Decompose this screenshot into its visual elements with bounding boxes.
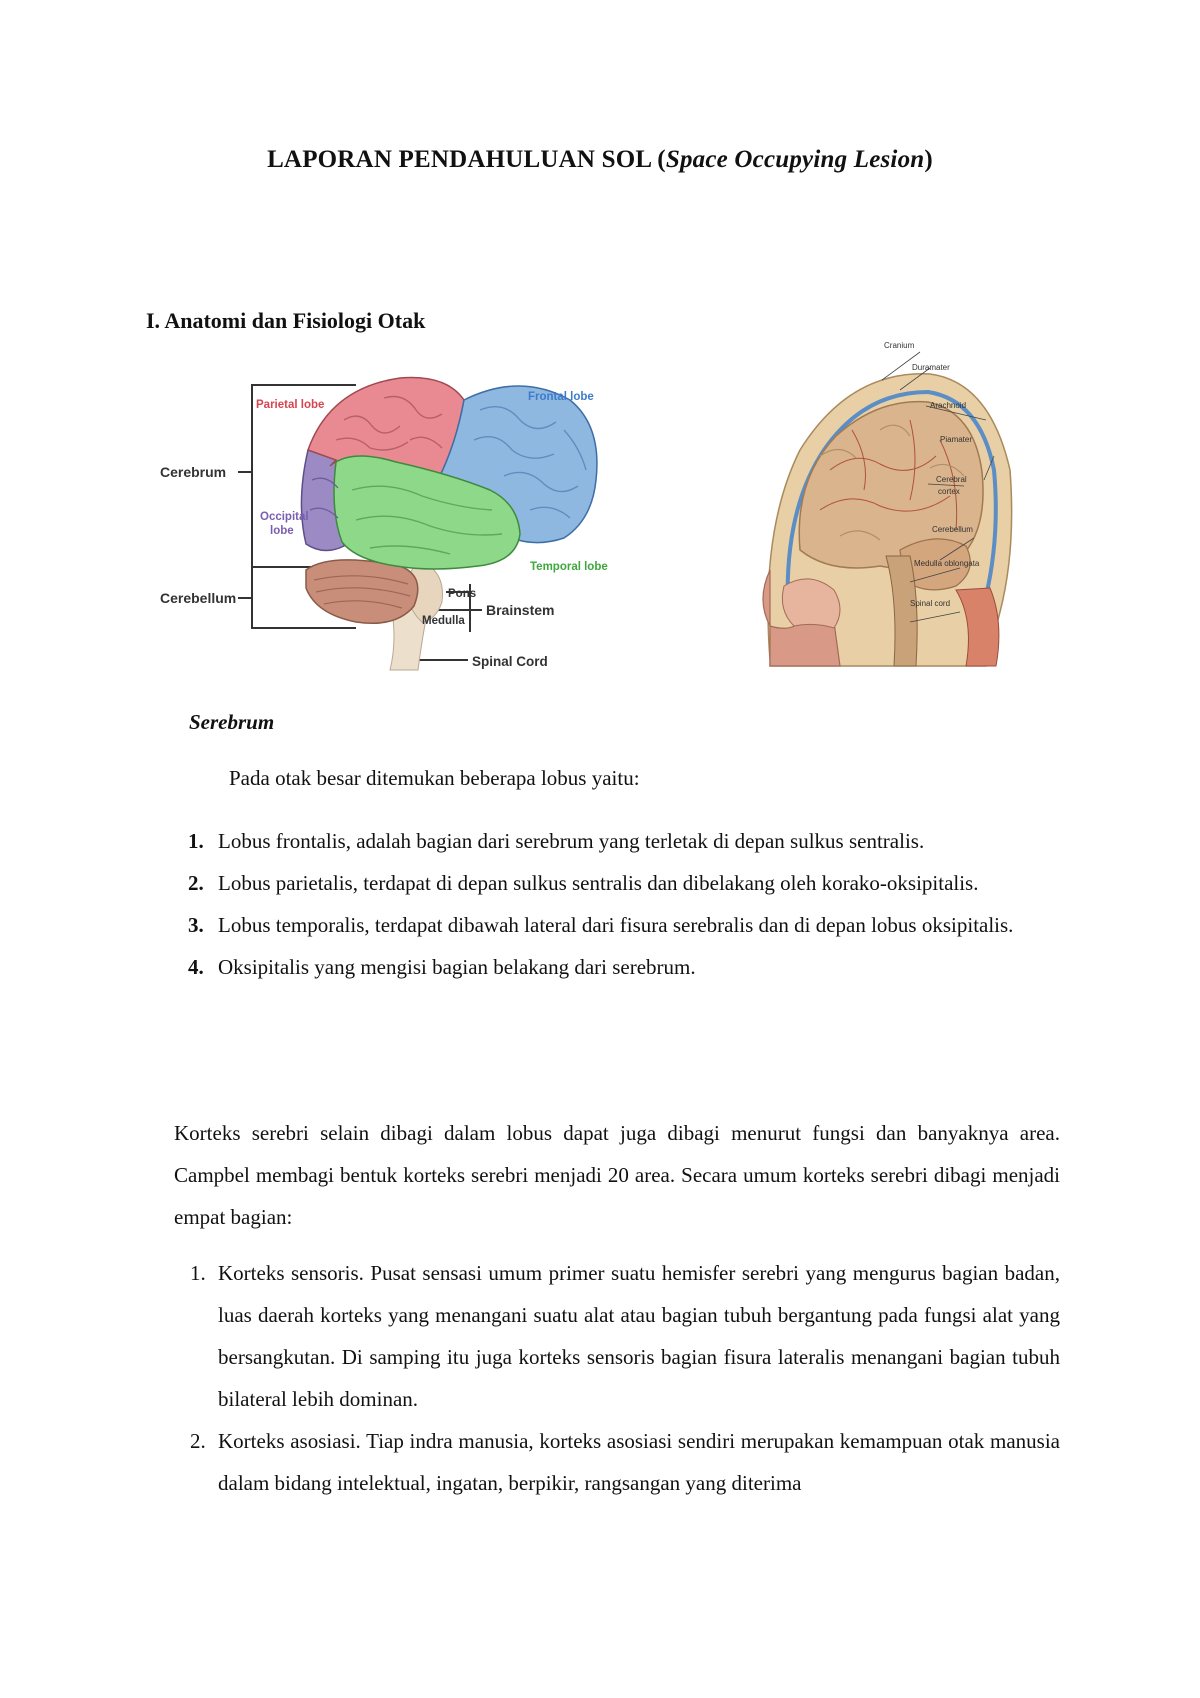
title-italic: Space Occupying Lesion: [665, 146, 925, 173]
head-sagittal-figure: [760, 341, 1080, 670]
list-text: Korteks sensoris. Pusat sensasi umum primer suatu hemisfer serebri yang mengurus bagian badan, luas daerah korteks yang menangani suatu alat atau bagian tubuh bergantung pada fungsi alat yang bersangkutan. Di samping itu juga korteks sensoris bagian fisura lateralis menangani bagian tubuh bilateral lebih dominan.: [218, 1261, 1060, 1411]
list-text: Lobus temporalis, terdapat dibawah lateral dari fisura serebralis dan di depan lobus oksipitalis.: [218, 913, 1014, 937]
label-duramater: Duramater: [912, 363, 950, 372]
brain-lobes-figure: [160, 370, 650, 670]
list-item: [174, 862, 1060, 904]
korteks-list: [174, 1252, 1060, 1504]
label-medulla-oblongata: Medulla oblongata: [914, 559, 980, 568]
list-item: [174, 1420, 1060, 1504]
section-heading: I. Anatomi dan Fisiologi Otak: [146, 308, 426, 333]
list-item: [174, 1252, 1060, 1420]
label-piamater: Piamater: [940, 435, 973, 444]
label-occipital-lobe-line2: lobe: [270, 525, 294, 537]
list-item: [174, 946, 1060, 988]
list-number: 2.: [188, 871, 204, 895]
label-pons: Pons: [448, 588, 477, 600]
intro-text: Pada otak besar ditemukan beberapa lobus yaitu:: [229, 766, 640, 790]
label-temporal-lobe: Temporal lobe: [530, 561, 608, 573]
list-text: Lobus frontalis, adalah bagian dari serebrum yang terletak di depan sulkus sentralis.: [218, 829, 925, 853]
list-number: 1.: [188, 829, 204, 853]
list-text: Korteks asosiasi. Tiap indra manusia, korteks asosiasi sendiri merupakan kemampuan otak manusia dalam bidang intelektual, ingatan, berpikir, rangsangan yang diterima: [218, 1429, 1060, 1495]
list-number: 2.: [190, 1429, 206, 1453]
lobus-list: [174, 820, 1060, 988]
label-cerebellum: Cerebellum: [160, 590, 237, 606]
sub-heading-serebrum: Serebrum: [189, 710, 275, 734]
label-frontal-lobe: Frontal lobe: [528, 391, 594, 403]
list-text: Oksipitalis yang mengisi bagian belakang dari serebrum.: [218, 955, 696, 979]
label-spinal-cord: Spinal Cord: [472, 654, 548, 669]
label-cerebellum-section: Cerebellum: [932, 525, 973, 534]
title-close: ): [924, 146, 933, 173]
label-arachnoid: Arachnoid: [930, 401, 967, 410]
label-spinal-cord-section: Spinal cord: [910, 599, 951, 608]
label-brainstem: Brainstem: [486, 602, 555, 618]
list-item: [174, 904, 1060, 946]
korteks-paragraph: Korteks serebri selain dibagi dalam lobus dapat juga dibagi menurut fungsi dan banyaknya area. Campbel membagi bentuk korteks serebri menjadi 20 area. Secara umum korteks serebri dibagi menjadi empat bagian:: [174, 1121, 1060, 1229]
document-title: [0, 146, 1200, 174]
label-medulla: Medulla: [422, 615, 465, 627]
list-item: [174, 820, 1060, 862]
title-main: LAPORAN PENDAHULUAN SOL (: [267, 146, 666, 173]
list-text: Lobus parietalis, terdapat di depan sulkus sentralis dan dibelakang oleh korako-oksipitalis.: [218, 871, 979, 895]
label-parietal-lobe: Parietal lobe: [256, 399, 325, 411]
label-cerebrum: Cerebrum: [160, 464, 227, 480]
list-number: 4.: [188, 955, 204, 979]
list-number: 3.: [188, 913, 204, 937]
label-occipital-lobe-line1: Occipital: [260, 511, 309, 523]
list-number: 1.: [190, 1261, 206, 1285]
label-cranium: Cranium: [884, 341, 915, 350]
label-cerebral-cortex-line2: cortex: [938, 487, 960, 496]
cerebellum-shape: [306, 560, 418, 623]
label-cerebral-cortex-line1: Cerebral: [936, 475, 967, 484]
